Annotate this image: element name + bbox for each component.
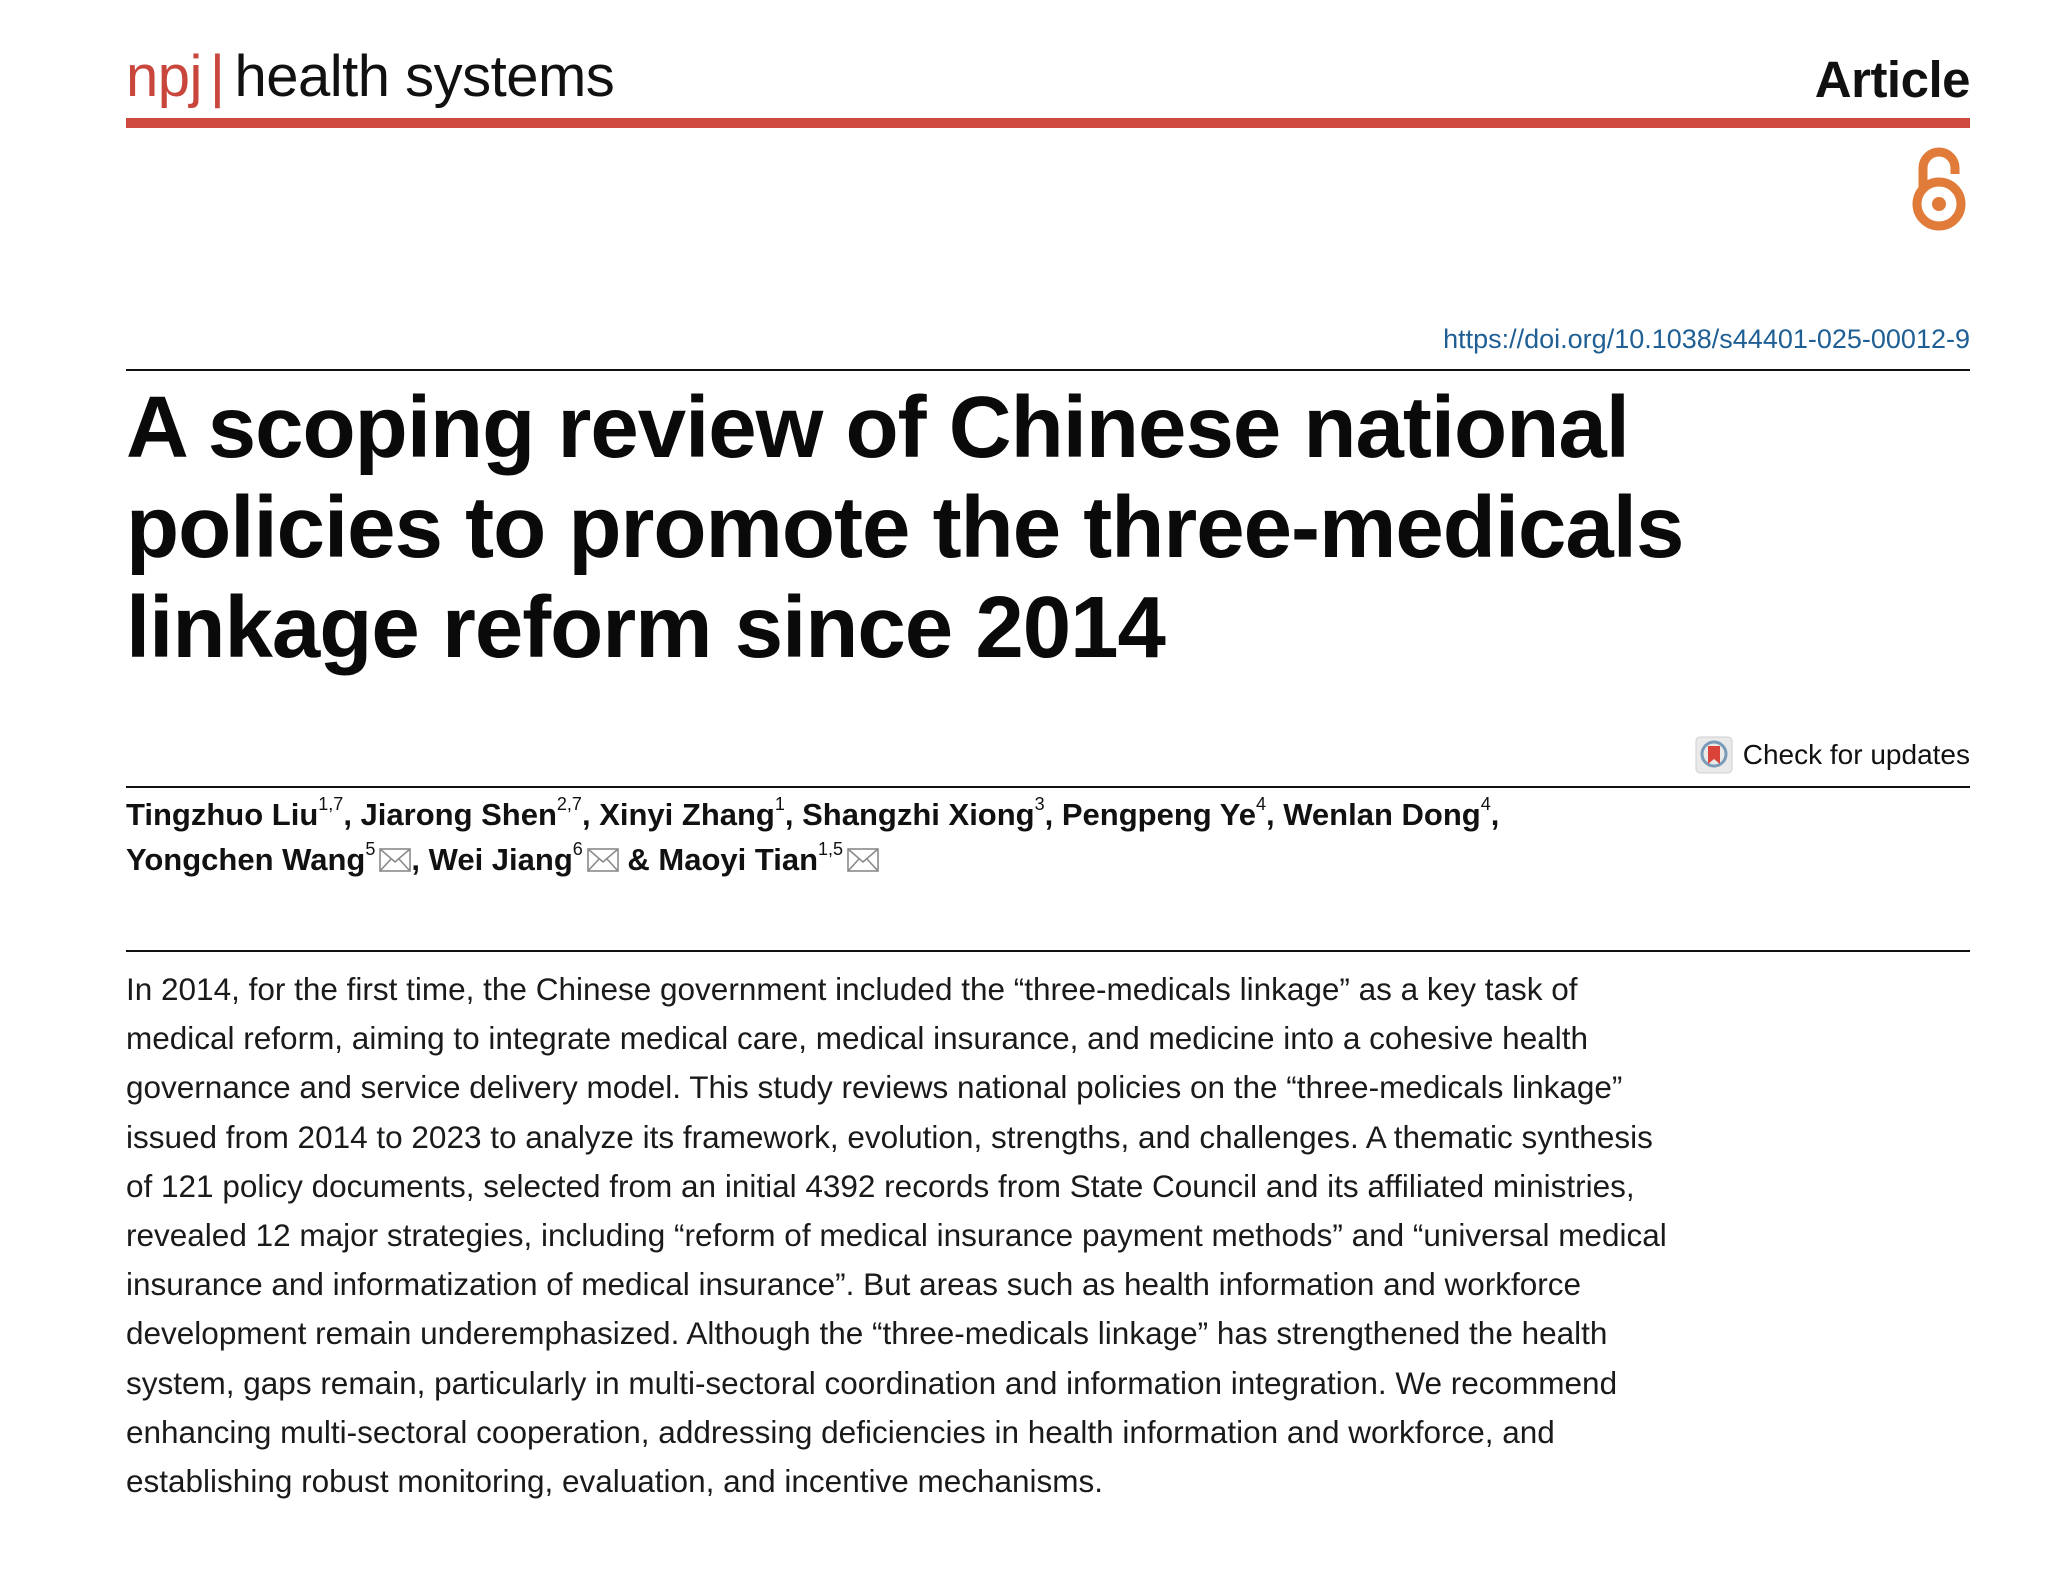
author[interactable]: Tingzhuo Liu$^{1,7}$: [126, 793, 344, 832]
author[interactable]: Yongchen Wang$^5$: [126, 838, 376, 877]
author[interactable]: Wenlan Dong$^4$: [1283, 793, 1491, 832]
open-access-icon: [1909, 140, 1969, 232]
title-rule: [126, 369, 1970, 371]
check-for-updates-button[interactable]: [1695, 734, 1970, 776]
journal-logo[interactable]: [126, 42, 614, 112]
author-list: Tingzhuo Liu$^{1,7}$, Jiarong Shen$^{2,7}$, Xinyi Zhang$^1$, Shangzhi Xiong$^3$, Pengpeng Ye$^4$, Wenlan Dong$^4$, Yongchen Wang$^5$ , Wei Jiang$^6$ & Maoyi Tian$^{1,5}$: [126, 793, 1500, 877]
abstract-text: In 2014, for the first time, the Chinese government included the “three-medicals linkage” as a key task of medical reform, aiming to integrate medical care, medical insurance, and medicine into a cohesive health governance and service delivery model. This study reviews national policies on the “three-medicals linkage” issued from 2014 to 2023 to analyze its framework, evolution, strengths, and challenges. A thematic synthesis of 121 policy documents, selected from an initial 4392 records from State Council and its affiliated ministries, revealed 12 major strategies, including “reform of medical insurance payment methods” and “universal medical insurance and informatization of medical insurance”. But areas such as health information and workforce development remain underemphasized. Although the “three-medicals linkage” has strengthened the health system, gaps remain, particularly in multi-sectoral coordination and information integration. We recommend enhancing multi-sectoral cooperation, addressing deficiencies in health information and workforce, and establishing robust monitoring, evaluation, and incentive mechanisms.: [126, 971, 1667, 1500]
article-type-label: Article: [1814, 51, 1970, 108]
journal-separator: |: [209, 44, 225, 109]
email-icon[interactable]: [379, 848, 411, 872]
abstract-rule: [126, 950, 1970, 952]
header-rule: [126, 118, 1970, 128]
author[interactable]: Shangzhi Xiong$^3$: [802, 793, 1045, 832]
email-icon[interactable]: [587, 848, 619, 872]
author[interactable]: Wei Jiang$^6$: [428, 838, 583, 877]
authors-rule: [126, 786, 1970, 788]
check-for-updates-label: Check for updates: [1742, 739, 1970, 770]
journal-name: health systems: [234, 44, 615, 109]
journal-prefix: npj: [126, 44, 202, 109]
author[interactable]: Jiarong Shen$^{2,7}$: [360, 793, 582, 832]
author[interactable]: Pengpeng Ye$^4$: [1061, 793, 1266, 832]
doi-link[interactable]: https://doi.org/10.1038/s44401-025-00012-9: [1443, 324, 1970, 354]
author[interactable]: Maoyi Tian$^{1,5}$: [658, 838, 844, 877]
author[interactable]: Xinyi Zhang$^1$: [599, 793, 785, 832]
check-for-updates-icon: [1695, 736, 1733, 774]
email-icon[interactable]: [847, 848, 879, 872]
article-title: A scoping review of Chinese national policies to promote the three-medicals linkage reform since 2014: [126, 379, 1684, 676]
